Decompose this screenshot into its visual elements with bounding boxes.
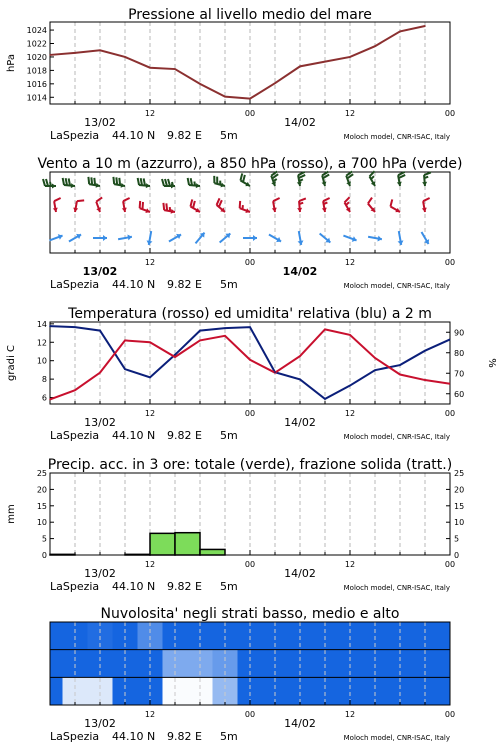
precip-x-tick-label: 12 [144, 560, 156, 569]
wind-barb-feather [141, 178, 142, 185]
humidity-point [174, 354, 176, 356]
temperature-point [149, 341, 151, 343]
wind-barb [163, 203, 175, 214]
wind-barb-feather [191, 178, 192, 185]
pressure-point [174, 68, 176, 70]
temperature-point [399, 374, 401, 376]
wind-barb-feather [240, 201, 241, 208]
temperature-point [174, 356, 176, 358]
pressure-title: Pressione al livello medio del mare [128, 7, 372, 23]
wind-barb [220, 234, 231, 243]
temp-y-tick-label: 10 [36, 356, 47, 366]
wind-barb-feather [123, 198, 130, 201]
pressure-x-tick-label: 00 [244, 109, 256, 118]
wind-barb [190, 199, 200, 212]
wind-arrow-head [103, 235, 107, 241]
precip-title: Precip. acc. in 3 ore: totale (verde), frazione solida (tratt.) [47, 457, 453, 473]
temperature-point [324, 329, 326, 331]
wind-arrow-head [147, 240, 153, 244]
wind-date-label: 14/02 [282, 265, 318, 278]
wind-barb [217, 198, 225, 212]
wind-barb-head [52, 184, 56, 189]
wind-barb [322, 198, 330, 212]
cloud-x-tick-label: 12 [344, 710, 356, 719]
wind-barb [297, 198, 306, 212]
temp-lon: 9.82 E [167, 429, 202, 442]
pressure-y-label: hPa [6, 53, 17, 73]
wind-title: Vento a 10 m (azzurro), a 850 hPa (rosso), a 700 hPa (verde) [37, 156, 463, 172]
wind-barb [113, 177, 125, 188]
wind-barb [188, 178, 200, 188]
wind-barb-feather [54, 198, 61, 201]
wind-barb-half-feather [371, 176, 374, 179]
pressure-point [74, 52, 76, 54]
pressure-point [349, 56, 351, 58]
pressure-point [299, 66, 301, 68]
wind-barb-feather [88, 177, 89, 184]
cloud-lon: 9.82 E [167, 730, 202, 743]
wind-barb-feather [168, 179, 170, 186]
cloud-date-label: 14/02 [284, 717, 316, 730]
wind-barb-feather [94, 178, 95, 185]
wind-arrow-head [298, 240, 304, 244]
pressure-x-tick-label: 12 [144, 109, 156, 118]
humidity-point [224, 327, 226, 329]
cloud-lat: 44.10 N [112, 730, 156, 743]
wind-barb [271, 171, 278, 186]
temp-y-tick-label: 12 [36, 338, 47, 348]
cloud-cell-alto [438, 622, 451, 650]
precip-y-tick-label-right: 5 [454, 534, 460, 544]
precip-y-tick-label-left: 15 [36, 501, 47, 511]
wind-barb-head [196, 183, 200, 188]
humidity-point [199, 330, 201, 332]
wind-arrow-head [253, 235, 257, 241]
humidity-point [99, 330, 101, 332]
pressure-point [99, 49, 101, 51]
humidity-point [74, 326, 76, 328]
wind-barb-feather [193, 201, 195, 208]
wind-barb-feather [273, 198, 280, 201]
precip-bar [175, 533, 200, 555]
wind-barb-feather [96, 197, 102, 201]
wind-barb-feather [63, 178, 64, 185]
cloud-x-tick-label: 00 [244, 710, 256, 719]
wind-barb-feather [423, 198, 430, 201]
wind-barb-head [146, 183, 150, 188]
humidity-y-tick-label: 70 [454, 369, 465, 379]
pressure-frame [50, 22, 450, 104]
wind-barb-feather [77, 200, 84, 201]
precip-y-tick-label-right: 10 [454, 518, 465, 528]
pressure-y-tick-label: 1016 [26, 79, 47, 89]
pressure-point [124, 56, 126, 58]
wind-barb [422, 232, 430, 244]
temp-x-tick-label: 00 [444, 409, 456, 418]
wind-lon: 9.82 E [167, 278, 202, 291]
wind-barb-feather [140, 201, 141, 208]
pressure-alt: 5m [220, 129, 238, 142]
wind-barb-head [422, 182, 427, 186]
precip-credit: Moloch model, CNR-ISAC, Italy [343, 584, 450, 592]
precip-date-label: 13/02 [84, 567, 116, 580]
cloud-alt: 5m [220, 730, 238, 743]
precip-y-label: mm [6, 504, 17, 524]
wind-barb [240, 173, 250, 186]
wind-barb-feather [46, 179, 48, 186]
cloud-credit: Moloch model, CNR-ISAC, Italy [343, 734, 450, 742]
temp-y-label: gradi C [6, 345, 17, 381]
humidity-y-tick-label: 80 [454, 348, 465, 358]
wind-barb [147, 231, 153, 245]
humidity-point [274, 371, 276, 373]
wind-barb-feather [142, 202, 143, 209]
wind-barb-half-feather [50, 182, 51, 186]
wind-barb-feather [190, 199, 192, 206]
pressure-x-tick-label: 12 [344, 109, 356, 118]
wind-barb [138, 178, 150, 188]
pressure-point [199, 83, 201, 85]
wind-barb [96, 197, 102, 212]
wind-level-bottom [49, 231, 429, 245]
wind-barb [297, 172, 305, 186]
wind-barb-feather [165, 179, 167, 186]
cloud-cell-alto [50, 622, 63, 650]
wind-barb [345, 197, 351, 212]
wind-x-tick-label: 00 [444, 258, 456, 267]
wind-barb [214, 176, 225, 188]
precip-y-tick-label-right: 0 [454, 551, 460, 560]
temperature-point [424, 379, 426, 381]
wind-x-tick-label: 12 [344, 258, 356, 267]
wind-barb-feather [240, 173, 242, 180]
wind-station: LaSpezia [50, 278, 100, 291]
precip-y-tick-label-left: 20 [36, 485, 47, 495]
wind-arrow-head [377, 236, 381, 242]
wind-barb-feather [119, 178, 120, 185]
temp-x-tick-label: 12 [344, 409, 356, 418]
precip-x-tick-label: 12 [344, 560, 356, 569]
precip-x-tick-label: 00 [444, 560, 456, 569]
pressure-date-label: 14/02 [284, 116, 316, 129]
wind-barb [422, 198, 430, 212]
wind-date-label: 13/02 [82, 265, 118, 278]
wind-barb-half-feather [194, 181, 195, 185]
humidity-point [399, 364, 401, 366]
wind-arrow-head [127, 235, 131, 241]
wind-barb [320, 234, 331, 243]
wind-x-tick-label: 00 [244, 258, 256, 267]
wind-barb-head [71, 183, 75, 188]
pressure-date-label: 13/02 [84, 116, 116, 129]
temperature-point [124, 340, 126, 342]
pressure-point [324, 61, 326, 63]
temperature-point [74, 389, 76, 391]
cloud-x-tick-label: 12 [144, 710, 156, 719]
humidity-y-tick-label: 60 [454, 389, 465, 399]
pressure-point [49, 54, 51, 56]
wind-barb [346, 171, 353, 186]
precip-bar [150, 533, 175, 555]
wind-barb [53, 198, 61, 212]
precip-y-tick-label-left: 10 [36, 518, 47, 528]
wind-barb-half-feather [424, 177, 428, 178]
pressure-lat: 44.10 N [112, 129, 156, 142]
humidity-point [49, 325, 51, 327]
cloud-cell-medio [438, 650, 451, 678]
temp-credit: Moloch model, CNR-ISAC, Italy [343, 433, 450, 441]
precip-bar [125, 554, 150, 555]
precip-date-label: 14/02 [284, 567, 316, 580]
humidity-point [149, 377, 151, 379]
pressure-point [399, 31, 401, 33]
wind-barb-feather [390, 199, 392, 206]
precip-y-tick-label-right: 25 [454, 469, 465, 478]
wind-barb-feather [66, 178, 67, 185]
temp-alt: 5m [220, 429, 238, 442]
precip-y-tick-label-left: 25 [36, 469, 47, 478]
pressure-lon: 9.82 E [167, 129, 202, 142]
wind-barb [368, 198, 375, 212]
pressure-point [249, 98, 251, 100]
wind-barb [398, 231, 404, 245]
wind-frame [50, 172, 450, 253]
precip-frame [50, 473, 450, 555]
pressure-point [424, 25, 426, 27]
temp-date-label: 13/02 [84, 416, 116, 429]
wind-barb-half-feather [273, 179, 276, 181]
humidity-point [349, 385, 351, 387]
precip-y-tick-label-left: 5 [41, 534, 47, 544]
humidity-point [249, 326, 251, 328]
wind-barb-feather [163, 203, 164, 210]
temp-lat: 44.10 N [112, 429, 156, 442]
wind-barb-feather [188, 178, 189, 185]
wind-barb-feather [323, 198, 330, 201]
wind-barb [88, 177, 100, 188]
wind-barb-feather [299, 198, 306, 201]
cloud-x-tick-label: 00 [444, 710, 456, 719]
wind-barb-feather [166, 203, 167, 210]
pressure-point [224, 96, 226, 98]
temp-x-tick-label: 12 [144, 409, 156, 418]
pressure-point [274, 82, 276, 84]
pressure-y-tick-label: 1018 [26, 66, 47, 76]
wind-barb [370, 171, 376, 186]
cloud-cell-basso [50, 677, 63, 705]
pressure-line [50, 26, 425, 99]
temp-date-label: 14/02 [284, 416, 316, 429]
wind-barb-head [297, 208, 302, 212]
wind-barb-feather [368, 198, 372, 204]
wind-barb [272, 198, 280, 212]
wind-barb-feather [162, 179, 164, 186]
precip-lon: 9.82 E [167, 580, 202, 593]
wind-barb-feather [138, 178, 139, 185]
temp-x-tick-label: 00 [244, 409, 256, 418]
precip-alt: 5m [220, 580, 238, 593]
temperature-point [199, 340, 201, 342]
wind-barb [390, 199, 400, 212]
wind-barb [122, 198, 130, 212]
humidity-point [424, 350, 426, 352]
temperature-point [49, 399, 51, 401]
cloud-station: LaSpezia [50, 730, 100, 743]
wind-barb [63, 178, 75, 188]
wind-barb [240, 201, 250, 213]
wind-barb [140, 201, 150, 213]
wind-level-middle [53, 197, 430, 214]
temp-y-tick-label: 14 [36, 319, 47, 329]
humidity-point [124, 368, 126, 370]
wind-barb-feather [113, 177, 114, 184]
wind-x-tick-label: 12 [144, 258, 156, 267]
pressure-x-tick-label: 00 [444, 109, 456, 118]
temp-y-tick-label: 8 [41, 375, 47, 385]
humidity-y-label: % [486, 358, 497, 368]
temp-y-tick-label: 6 [41, 393, 47, 403]
wind-barb-half-feather [172, 182, 173, 186]
wind-barb-feather [69, 178, 70, 185]
precip-y-tick-label-left: 0 [41, 551, 47, 560]
wind-barb [397, 172, 405, 186]
precip-lat: 44.10 N [112, 580, 156, 593]
cloud-cell-medio [50, 650, 63, 678]
precip-y-tick-label-right: 15 [454, 501, 465, 511]
humidity-point [299, 379, 301, 381]
pressure-station: LaSpezia [50, 129, 100, 142]
cloud-title: Nuvolosita' negli strati basso, medio e alto [100, 606, 400, 622]
wind-arrow-head [398, 240, 404, 244]
wind-lat: 44.10 N [112, 278, 156, 291]
cloud-cell-basso [438, 677, 451, 705]
pressure-y-tick-label: 1024 [26, 26, 47, 36]
cloud-date-label: 13/02 [84, 717, 116, 730]
wind-barb-feather [116, 177, 117, 184]
temperature-point [349, 334, 351, 336]
precip-bar [200, 549, 225, 555]
precip-x-tick-label: 00 [244, 560, 256, 569]
precip-y-tick-label-right: 20 [454, 485, 465, 495]
wind-barb [49, 234, 62, 240]
wind-level-top [43, 171, 431, 188]
humidity-point [374, 369, 376, 371]
temperature-point [249, 359, 251, 361]
temp-station: LaSpezia [50, 429, 100, 442]
precip-station: LaSpezia [50, 580, 100, 593]
temp-title: Temperatura (rosso) ed umidita' relativa (blu) a 2 m [68, 306, 432, 322]
wind-barb-feather [243, 175, 245, 182]
temperature-point [374, 357, 376, 359]
pressure-y-tick-label: 1020 [26, 52, 47, 62]
temperature-point [224, 335, 226, 337]
wind-barb [322, 172, 330, 186]
pressure-point [374, 45, 376, 47]
wind-barb [298, 231, 304, 245]
wind-barb-feather [43, 179, 45, 186]
wind-alt: 5m [220, 278, 238, 291]
wind-credit: Moloch model, CNR-ISAC, Italy [343, 282, 450, 290]
pressure-point [149, 67, 151, 69]
wind-barb-half-feather [346, 202, 349, 205]
humidity-y-tick-label: 90 [454, 328, 465, 338]
pressure-credit: Moloch model, CNR-ISAC, Italy [343, 133, 450, 141]
temp-frame [50, 322, 450, 404]
wind-barb [162, 179, 175, 189]
wind-barb-half-feather [299, 203, 303, 204]
pressure-y-tick-label: 1014 [26, 93, 47, 103]
wind-barb [422, 172, 431, 186]
wind-barb-feather [91, 177, 92, 184]
wind-barb-feather [144, 178, 145, 185]
precip-bar [50, 554, 75, 555]
temperature-point [99, 372, 101, 374]
wind-barb-feather [345, 197, 350, 202]
humidity-point [324, 398, 326, 400]
temperature-point [299, 355, 301, 357]
wind-barb [196, 233, 205, 244]
pressure-y-tick-label: 1022 [26, 39, 47, 49]
